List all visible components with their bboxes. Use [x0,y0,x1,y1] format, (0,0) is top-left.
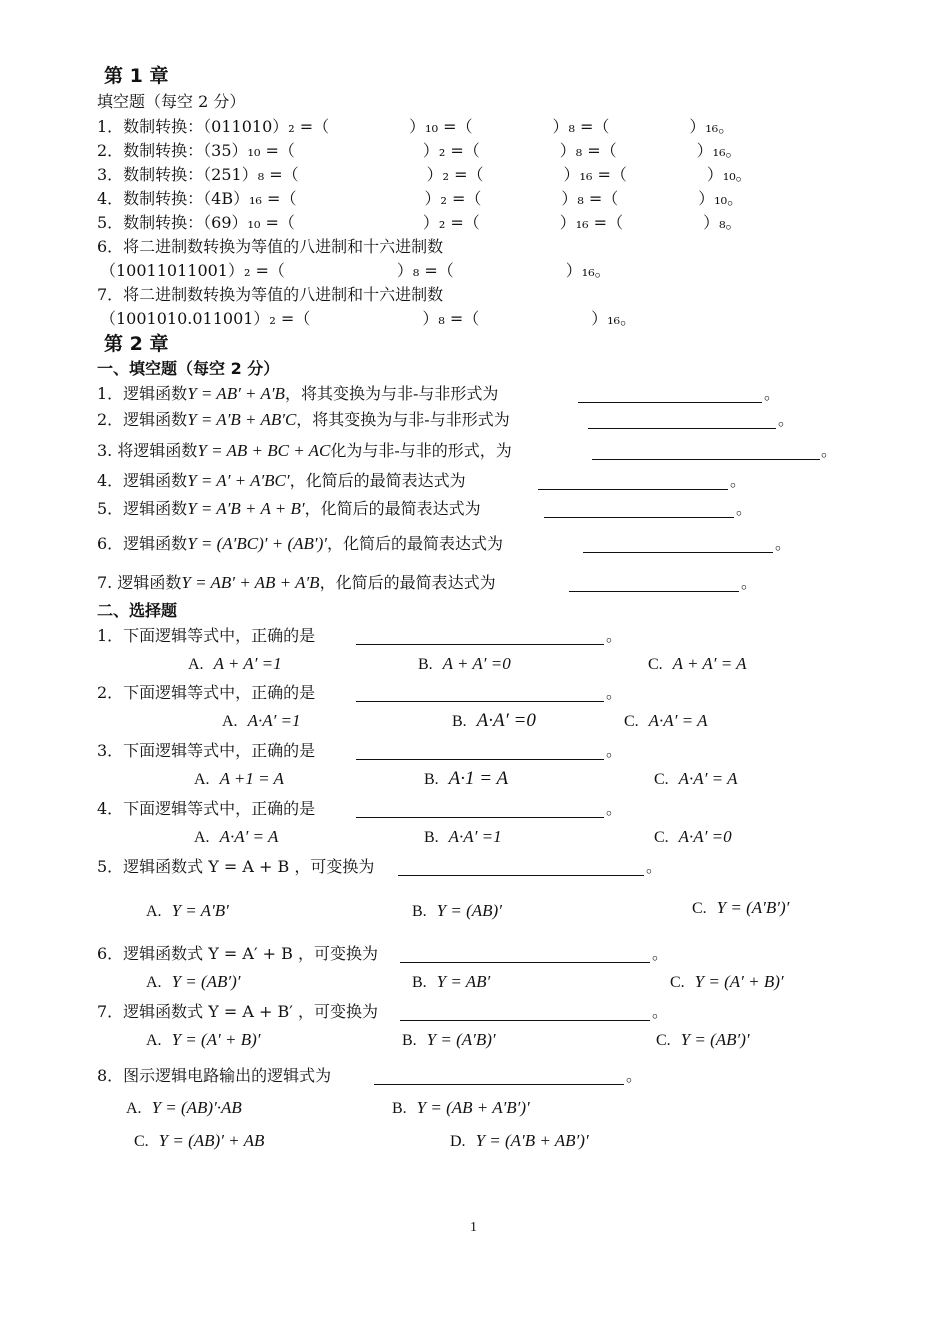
fill-item-1: 1．逻辑函数Y = AB′ + A′B，将其变换为与非-与非形式为 [97,384,499,403]
option-c[interactable]: C. Y = (AB)′ + AB [134,1131,265,1150]
chapter1-title: 第 1 章 [104,65,169,87]
ch1-item-7-line2: （1001010.011001）₂ =（ ）₈ =（ ）₁₆。 [100,309,637,328]
answer-blank[interactable] [569,591,739,592]
answer-blank[interactable] [356,817,604,818]
fill-item-3: 3. 将逻辑函数Y = AB + BC + AC化为与非-与非的形式，为 [97,441,512,460]
option-a[interactable]: A. Y = (AB)′·AB [126,1098,242,1117]
option-c[interactable]: C. Y = (A′ + B)′ [670,972,784,991]
option-b[interactable]: B. A + A′ =0 [418,654,511,673]
choice-question-1: 1．下面逻辑等式中，正确的是 [97,626,316,645]
fill-item-7: 7. 逻辑函数Y = AB′ + AB + A′B，化简后的最简表达式为 [97,573,496,592]
option-c[interactable]: C. A·A′ = A [654,769,738,788]
ch1-item-4: 4．数制转换：（4B）₁₆ =（ ）₂ =（ ）₈ =（ ）₁₀。 [97,189,744,208]
choice-question-8: 8．图示逻辑电路输出的逻辑式为 [97,1066,332,1085]
page-number: 1 [470,1220,477,1235]
formula: Y = AB + BC + AC [197,441,331,460]
ch1-item-7: 7．将二进制数转换为等值的八进制和十六进制数 [97,285,444,304]
fill-item-5: 5．逻辑函数Y = A′B + A + B′，化简后的最简表达式为 [97,499,481,518]
answer-blank[interactable] [583,552,773,553]
answer-blank[interactable] [356,644,604,645]
answer-blank[interactable] [374,1084,624,1085]
formula: Y = AB′ + AB + A′B [181,573,320,592]
option-c[interactable]: C. Y = (A′B′)′ [692,898,790,917]
formula: Y = A′B + AB′C [187,410,297,429]
fill-section-title: 一、填空题（每空 2 分） [97,359,280,378]
choice-question-3: 3．下面逻辑等式中，正确的是 [97,741,316,760]
formula: Y = A′B + A + B′ [187,499,305,518]
option-a[interactable]: A. Y = (AB′)′ [146,972,241,991]
option-b[interactable]: B. A·A′ =1 [424,827,502,846]
ch1-item-3: 3．数制转换：（251）₈ =（ ）₂ =（ ）₁₆ =（ ）₁₀。 [97,165,752,184]
ch1-item-5: 5．数制转换：（69）₁₀ =（ ）₂ =（ ）₁₆ =（ ）₈。 [97,213,742,232]
option-b[interactable]: B. A·A′ =0 [452,710,536,731]
choice-question-7: 7．逻辑函数式 Y = A + B′ ，可变换为 [97,1002,379,1021]
answer-blank[interactable] [538,489,728,490]
ch1-item-2: 2．数制转换：（35）₁₀ =（ ）₂ =（ ）₈ =（ ）₁₆。 [97,141,742,160]
option-a[interactable]: A. Y = (A′ + B)′ [146,1030,261,1049]
answer-blank[interactable] [400,1020,650,1021]
fill-item-4: 4．逻辑函数Y = A′ + A′BC′，化简后的最简表达式为 [97,471,466,490]
option-a[interactable]: A. A·A′ =1 [222,711,301,730]
option-b[interactable]: B. Y = (AB + A′B′)′ [392,1098,530,1117]
choice-question-4: 4．下面逻辑等式中，正确的是 [97,799,316,818]
answer-blank[interactable] [592,459,820,460]
answer-blank[interactable] [544,517,734,518]
option-b[interactable]: B. Y = (AB)′ [412,901,502,920]
choice-question-5: 5．逻辑函数式 Y = A + B ，可变换为 [97,857,375,876]
chapter1-section: 填空题（每空 2 分） [97,92,246,111]
ch1-item-6: 6．将二进制数转换为等值的八进制和十六进制数 [97,237,444,256]
option-c[interactable]: C. A + A′ = A [648,654,747,673]
option-a[interactable]: A. A +1 = A [194,769,284,788]
chapter2-title: 第 2 章 [104,333,169,355]
answer-blank[interactable] [398,875,644,876]
ch1-item-6-line2: （10011011001）₂ =（ ）₈ =（ ）₁₆。 [100,261,611,280]
answer-blank[interactable] [588,428,776,429]
option-a[interactable]: A. A·A′ = A [194,827,279,846]
choice-question-2: 2．下面逻辑等式中，正确的是 [97,683,316,702]
option-a[interactable]: A. A + A′ =1 [188,654,282,673]
option-c[interactable]: C. A·A′ =0 [654,827,732,846]
answer-blank[interactable] [400,962,650,963]
option-b[interactable]: B. Y = (A′B)′ [402,1030,496,1049]
option-d[interactable]: D. Y = (A′B + AB′)′ [450,1131,589,1150]
answer-blank[interactable] [356,701,604,702]
formula: Y = AB′ + A′B [187,384,285,403]
answer-blank[interactable] [356,759,604,760]
fill-item-2: 2．逻辑函数Y = A′B + AB′C，将其变换为与非-与非形式为 [97,410,510,429]
choice-question-6: 6．逻辑函数式 Y = A′ + B ，可变换为 [97,944,379,963]
option-c[interactable]: C. Y = (AB′)′ [656,1030,750,1049]
formula: Y = (A′BC)′ + (AB′)′ [187,534,327,553]
formula: Y = A′ + A′BC′ [187,471,290,490]
fill-item-6: 6．逻辑函数Y = (A′BC)′ + (AB′)′，化简后的最简表达式为 [97,534,503,553]
choice-section-title: 二、选择题 [97,601,178,620]
option-c[interactable]: C. A·A′ = A [624,711,708,730]
option-a[interactable]: A. Y = A′B′ [146,901,229,920]
option-b[interactable]: B. A·1 = A [424,768,509,789]
ch1-item-1: 1．数制转换：（011010）₂ =（ ）₁₀ =（ ）₈ =（ ）₁₆。 [97,117,735,136]
option-b[interactable]: B. Y = AB′ [412,972,491,991]
answer-blank[interactable] [578,402,762,403]
